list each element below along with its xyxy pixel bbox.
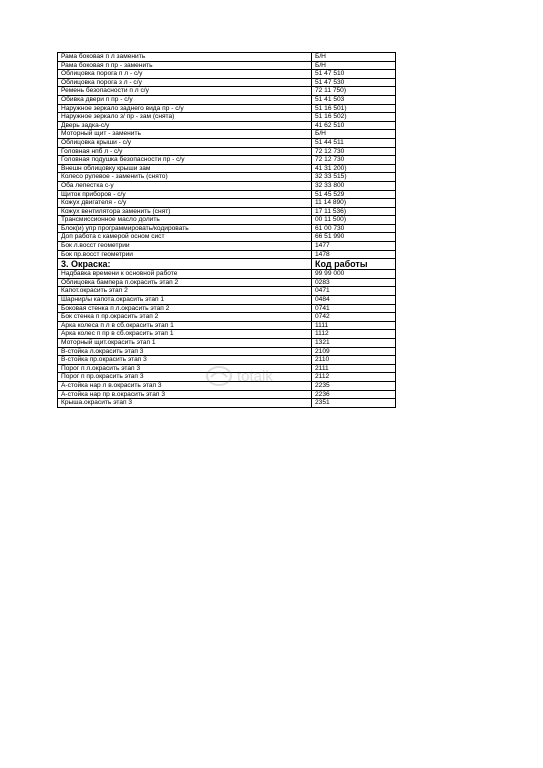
table-row-code: 51 45 529 [312, 190, 396, 199]
table-row-code: 11 14 890) [312, 199, 396, 208]
table-row [58, 130, 396, 139]
table-row-code: 61 00 730 [312, 224, 396, 233]
table-row-code: 2236 [312, 390, 396, 399]
table-row [58, 61, 396, 70]
table-row-name: Ремень безопасности п л с/у [58, 87, 312, 96]
table-row-name: Трансмиссионное масло долить [58, 216, 312, 225]
table-row [58, 104, 396, 113]
table-row-name: Арка колес п пр в сб.окрасить этап 1 [58, 330, 312, 339]
table-row-code: 51 16 502) [312, 113, 396, 122]
table-row-code: 51 47 530 [312, 78, 396, 87]
table-row-name: Головная нпб л - с/у [58, 147, 312, 156]
table-row-code: 17 11 536) [312, 207, 396, 216]
table-row-name: Внешн облицовку крыши зам [58, 164, 312, 173]
table-row [58, 53, 396, 62]
table-row [58, 164, 396, 173]
table-row-name: Головная подушка безопасности пр - с/у [58, 156, 312, 165]
table-row-name: Надбавка времени к основной работе [58, 270, 312, 279]
table-row-code: 51 44 511 [312, 138, 396, 147]
table-row-name: Доп работа с камерой осном сист [58, 233, 312, 242]
table-row [58, 347, 396, 356]
watermark-text: totalk [237, 368, 273, 385]
table-row [58, 224, 396, 233]
table-row-code: 0741 [312, 304, 396, 313]
table-row-code: 1477 [312, 242, 396, 251]
table-row-code: 72 11 750) [312, 87, 396, 96]
table-row-name: Наружное зеркало заднего вида пр - с/у [58, 104, 312, 113]
table-row-code: 2111 [312, 364, 396, 373]
table-row-name: Моторный щит - заменить [58, 130, 312, 139]
table-row [58, 216, 396, 225]
table-row [58, 173, 396, 182]
table-row [58, 356, 396, 365]
table-row [58, 321, 396, 330]
table-row [58, 296, 396, 305]
table-row-code: 51 47 510 [312, 70, 396, 79]
table-row-name: Боковая стенка п л.окрасить этап 2 [58, 304, 312, 313]
table-row-name: Бок пр.восст геометрии [58, 250, 312, 259]
table-row [58, 87, 396, 96]
table-row-code: Б/Н [312, 130, 396, 139]
table-row-name: Капот.окрасить этап 2 [58, 287, 312, 296]
table-row-code: 0283 [312, 278, 396, 287]
table-row [58, 147, 396, 156]
table-row [58, 330, 396, 339]
table-row-code: 99 99 000 [312, 270, 396, 279]
table-row-name: Облицовка бампера п.окрасить этап 2 [58, 278, 312, 287]
table-row [58, 95, 396, 104]
table-row-code: 51 41 503 [312, 95, 396, 104]
table-row-name: Порог п пр.окрасить этап 3 [58, 373, 312, 382]
table-row-name: В-стойка пр.окрасить этап 3 [58, 356, 312, 365]
section-header-row [58, 259, 396, 270]
table-row-code: 51 16 501) [312, 104, 396, 113]
work-codes-table-body [58, 53, 396, 408]
table-row-name: Облицовка порога п л - с/у [58, 70, 312, 79]
table-row [58, 121, 396, 130]
table-row-code: 66 51 990 [312, 233, 396, 242]
table-row-name: Арка колеса п л в сб.окрасить этап 1 [58, 321, 312, 330]
table-row-name: Крыша.окрасить этап 3 [58, 399, 312, 408]
table-row-name: Облицовка крыши - с/у [58, 138, 312, 147]
table-row-name: Шарнир/ы капота.окрасить этап 1 [58, 296, 312, 305]
table-row [58, 156, 396, 165]
table-row-name: Оба лепестка с-у [58, 181, 312, 190]
table-row [58, 381, 396, 390]
table-row [58, 70, 396, 79]
table-row-code: 00 11 500) [312, 216, 396, 225]
table-row-code: 41 62 510 [312, 121, 396, 130]
table-row [58, 399, 396, 408]
table-row-name: Порог п л.окрасить этап 3 [58, 364, 312, 373]
table-row-code: 72 12 730 [312, 156, 396, 165]
table-row [58, 390, 396, 399]
table-row-name: Рама боковая п л заменить [58, 53, 312, 62]
table-row-code: 32 33 515) [312, 173, 396, 182]
table-row-code: 0471 [312, 287, 396, 296]
table-row [58, 199, 396, 208]
table-row-code: 72 12 730 [312, 147, 396, 156]
table-row-code: 2112 [312, 373, 396, 382]
table-row-name: Колесо рулевое - заменить (снято) [58, 173, 312, 182]
table-row-name: Моторный щит.окрасить этап 1 [58, 339, 312, 348]
table-row-name: Бок стенка п пр.окрасить этап 2 [58, 313, 312, 322]
section-header-row-code: Код работы [312, 259, 396, 270]
table-row [58, 138, 396, 147]
table-row-name: А-стойка нар л в.окрасить этап 3 [58, 381, 312, 390]
section-header-row-name: 3. Окраска: [58, 259, 312, 270]
table-row [58, 339, 396, 348]
table-row-code: Б/Н [312, 61, 396, 70]
table-row [58, 304, 396, 313]
table-row [58, 313, 396, 322]
table-row [58, 78, 396, 87]
table-row [58, 250, 396, 259]
table-row [58, 233, 396, 242]
table-row [58, 242, 396, 251]
table-row-name: Щиток приборов - с/у [58, 190, 312, 199]
table-row [58, 373, 396, 382]
table-row [58, 181, 396, 190]
table-row-code: 1321 [312, 339, 396, 348]
table-row [58, 287, 396, 296]
table-row [58, 278, 396, 287]
table-row-name: А-стойка нар пр в.окрасить этап 3 [58, 390, 312, 399]
table-row-name: Наружное зеркало з/ пр - зам (снята) [58, 113, 312, 122]
table-row-code: 1111 [312, 321, 396, 330]
table-row-name: Дверь задка-с/у [58, 121, 312, 130]
table-row-code: 0742 [312, 313, 396, 322]
table-row [58, 190, 396, 199]
table-row [58, 364, 396, 373]
table-row [58, 270, 396, 279]
table-row-code: 32 33 800 [312, 181, 396, 190]
table-row-name: Облицовка порога з л - с/у [58, 78, 312, 87]
table-row-name: Бок л.восст геометрии [58, 242, 312, 251]
table-row [58, 113, 396, 122]
table-row-code: 0484 [312, 296, 396, 305]
table-row-code: 2110 [312, 356, 396, 365]
table-row-name: В-стойка л.окрасить этап 3 [58, 347, 312, 356]
table-row-name: Блок(и) упр программировать/кодировать [58, 224, 312, 233]
table-row-code: 2351 [312, 399, 396, 408]
table-row-code: 1112 [312, 330, 396, 339]
table-row [58, 207, 396, 216]
table-row-name: Кожух вентилятора заменить (снят) [58, 207, 312, 216]
table-row-code: 1478 [312, 250, 396, 259]
table-row-name: Рама боковая п пр - заменить [58, 61, 312, 70]
table-row-code: 2109 [312, 347, 396, 356]
work-codes-table [57, 52, 396, 408]
table-row-code: Б/Н [312, 53, 396, 62]
table-row-code: 41 31 200) [312, 164, 396, 173]
table-row-code: 2235 [312, 381, 396, 390]
table-row-name: Кожух двигателя - с/у [58, 199, 312, 208]
table-row-name: Обивка двери п пр - с/у [58, 95, 312, 104]
